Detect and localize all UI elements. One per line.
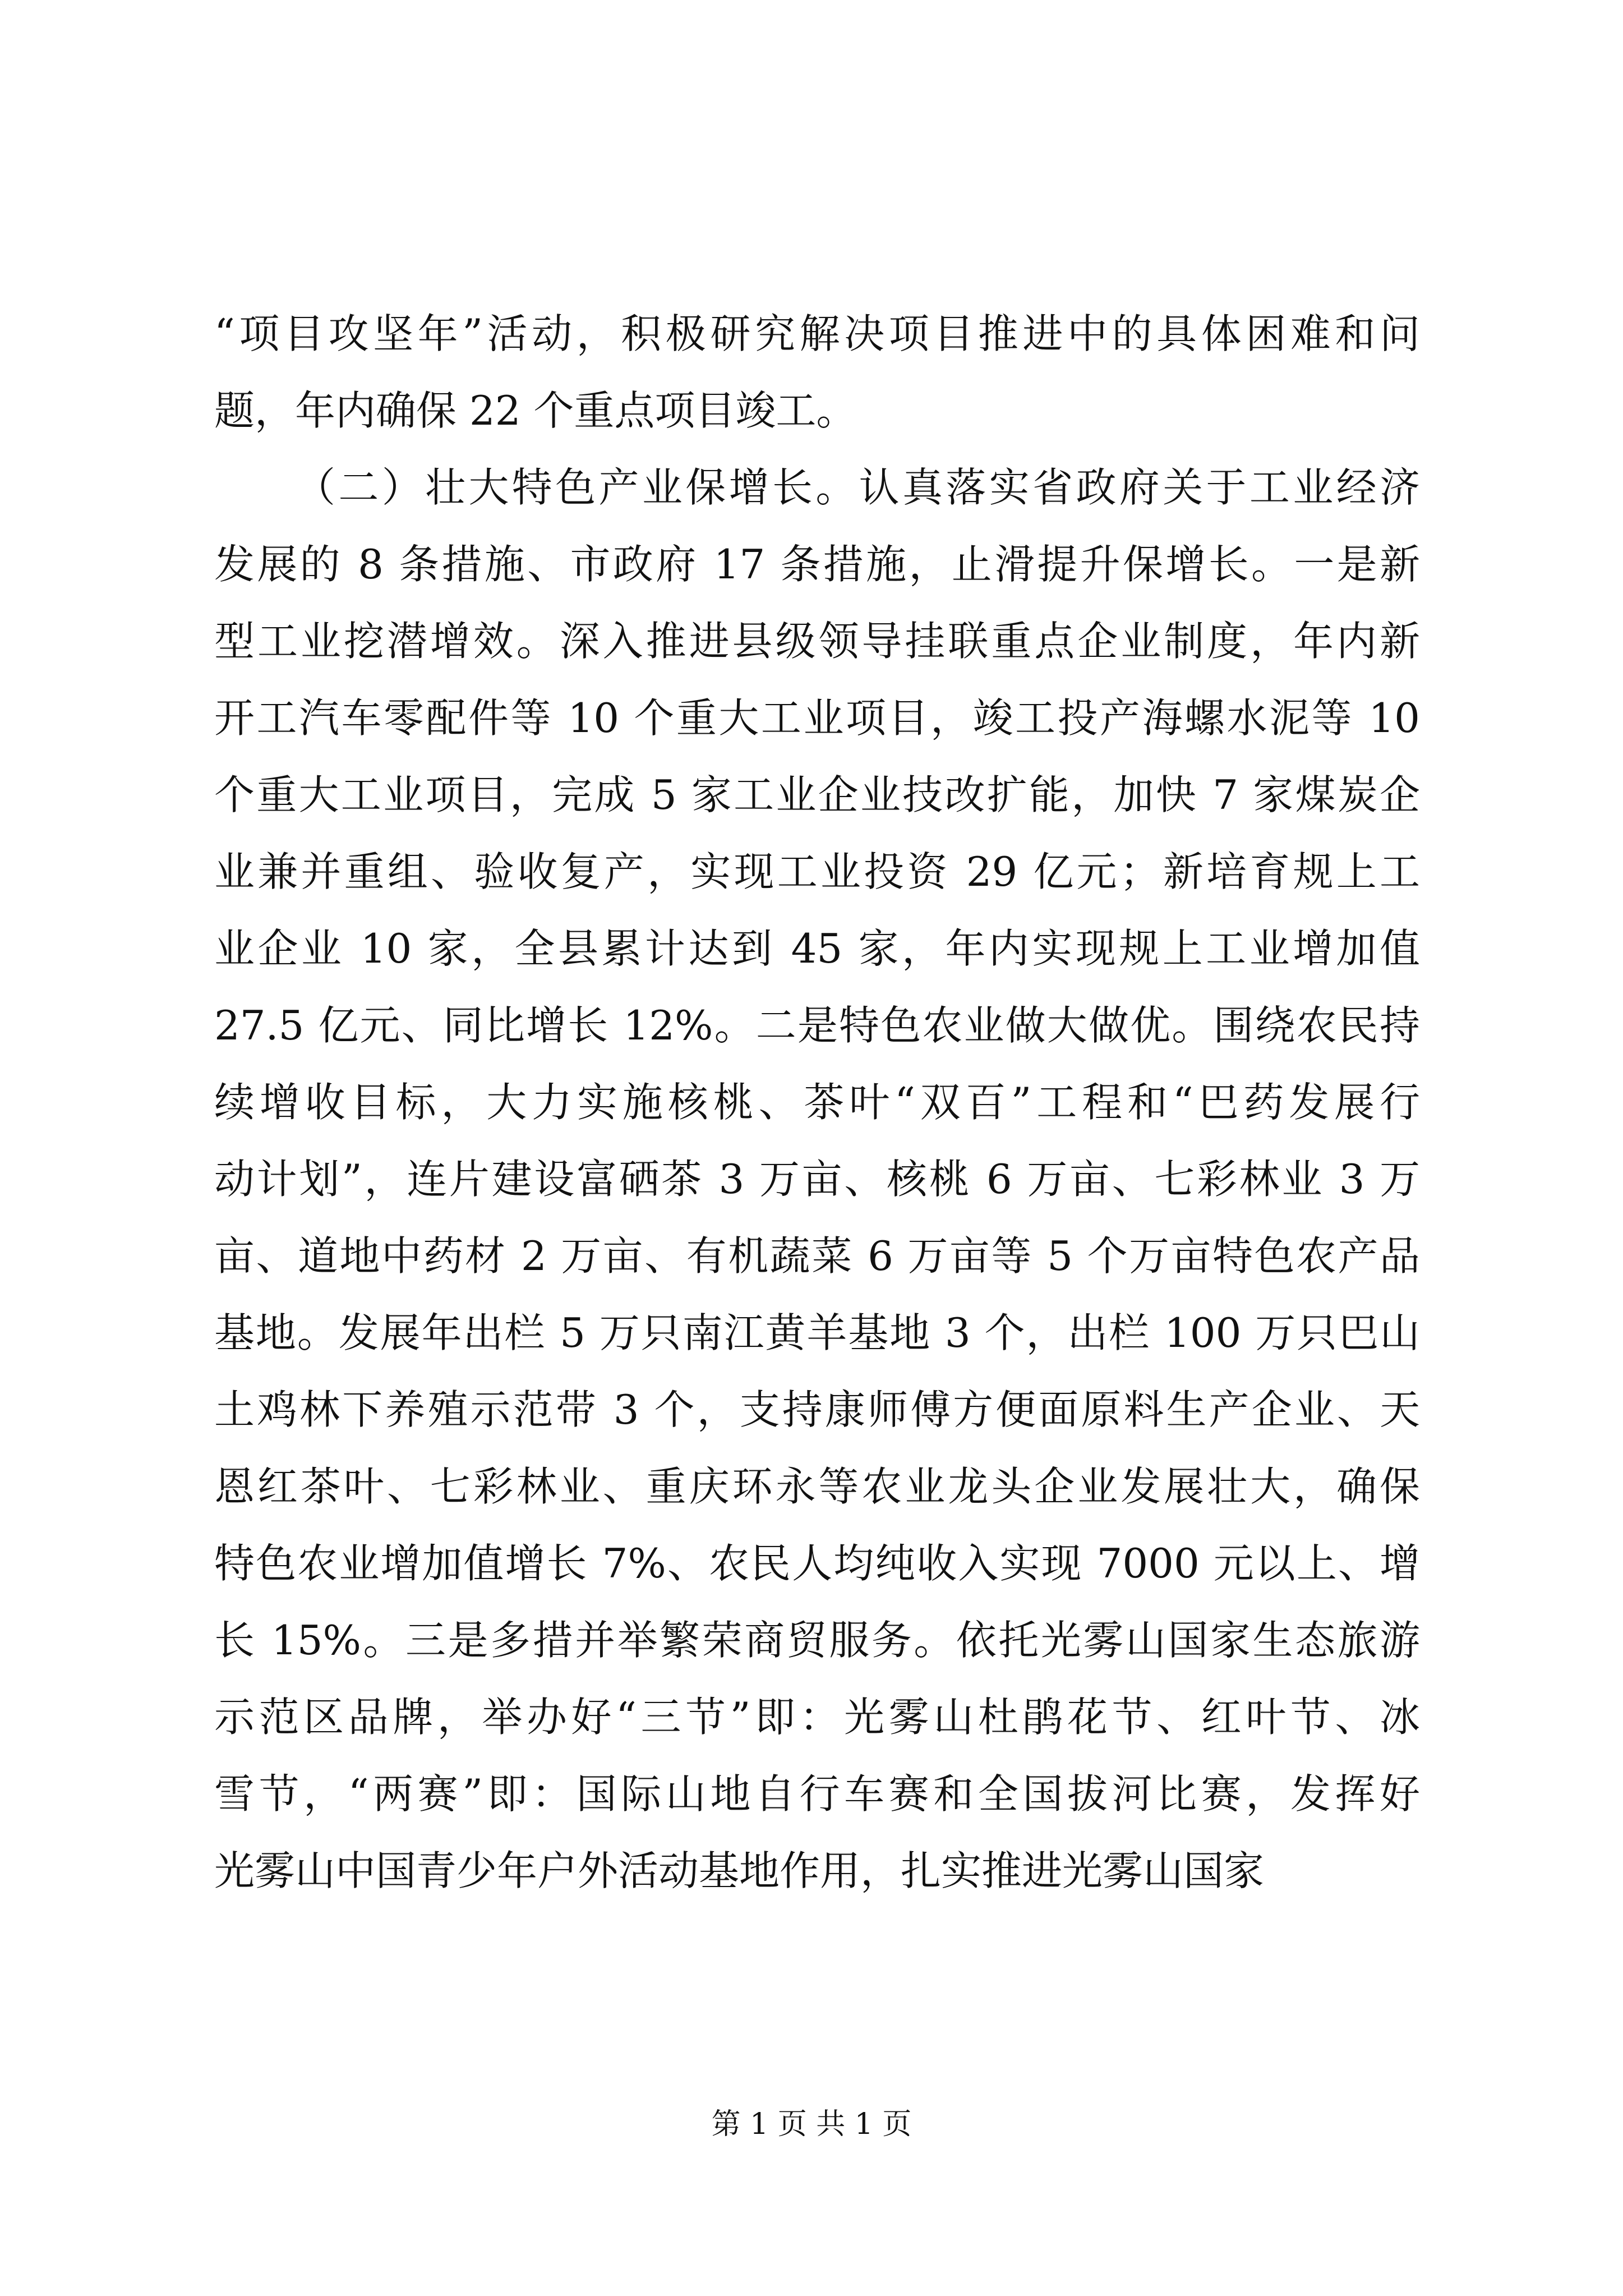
text-line-7: 个重大工业项目，完成 5 家工业企业技改扩能，加快 7 家煤炭企: [214, 771, 1420, 818]
text-line-15: 土鸡林下养殖示范带 3 个，支持康师傅方便面原料生产企业、天: [214, 1386, 1420, 1433]
text-line-20: 雪节，“两赛”即：国际山地自行车赛和全国拔河比赛，发挥好: [214, 1770, 1420, 1818]
text-line-3: （二）壮大特色产业保增长。认真落实省政府关于工业经济: [295, 464, 1420, 511]
text-line-1: “项目攻坚年”活动，积极研究解决项目推进中的具体困难和问: [214, 310, 1420, 357]
text-line-17: 特色农业增加值增长 7%、农民人均纯收入实现 7000 元以上、增: [214, 1540, 1420, 1587]
text-line-11: 续增收目标，大力实施核桃、茶叶“双百”工程和“巴药发展行: [214, 1079, 1420, 1126]
text-line-16: 恩红茶叶、七彩林业、重庆环永等农业龙头企业发展壮大，确保: [214, 1463, 1420, 1510]
text-line-14: 基地。发展年出栏 5 万只南江黄羊基地 3 个，出栏 100 万只巴山: [214, 1309, 1420, 1356]
text-line-21: 光雾山中国青少年户外活动基地作用，扎实推进光雾山国家: [214, 1847, 1265, 1894]
page-footer: 第 1 页 共 1 页: [711, 2108, 912, 2141]
text-line-8: 业兼并重组、验收复产，实现工业投资 29 亿元；新培育规上工: [214, 848, 1420, 895]
text-line-13: 亩、道地中药材 2 万亩、有机蔬菜 6 万亩等 5 个万亩特色农产品: [214, 1232, 1420, 1280]
text-line-2: 题，年内确保 22 个重点项目竣工。: [214, 387, 857, 434]
text-line-6: 开工汽车零配件等 10 个重大工业项目，竣工投产海螺水泥等 10: [214, 694, 1420, 742]
text-line-12: 动计划”，连片建设富硒茶 3 万亩、核桃 6 万亩、七彩林业 3 万: [214, 1156, 1420, 1203]
document-body: [214, 296, 1420, 1910]
text-line-5: 型工业挖潜增效。深入推进县级领导挂联重点企业制度，年内新: [214, 618, 1420, 665]
text-line-4: 发展的 8 条措施、市政府 17 条措施，止滑提升保增长。一是新: [214, 541, 1420, 588]
text-line-9: 业企业 10 家，全县累计达到 45 家，年内实现规上工业增加值: [214, 925, 1420, 972]
text-line-10: 27.5 亿元、同比增长 12%。二是特色农业做大做优。围绕农民持: [214, 1002, 1420, 1049]
text-line-19: 示范区品牌，举办好“三节”即：光雾山杜鹃花节、红叶节、冰: [214, 1694, 1420, 1741]
text-line-18: 长 15%。三是多措并举繁荣商贸服务。依托光雾山国家生态旅游: [214, 1617, 1420, 1664]
